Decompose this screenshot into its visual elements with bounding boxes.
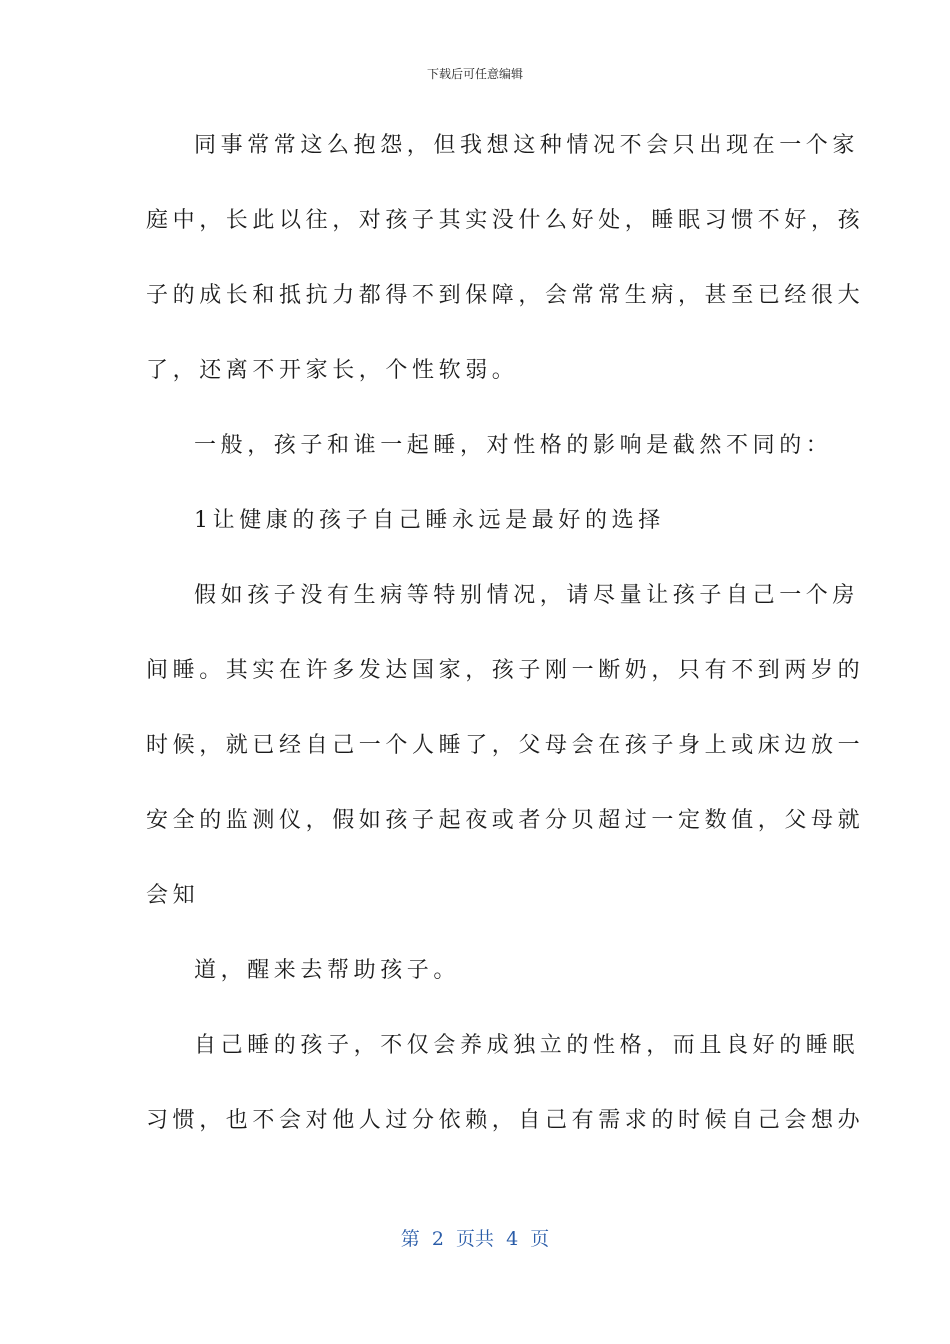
paragraph-line: 假如孩子没有生病等特别情况，请尽量让孩子自己一个房 [194,583,860,608]
paragraph-line: 安全的监测仪，假如孩子起夜或者分贝超过一定数值，父母就 [146,808,865,833]
section-heading: 1让健康的孩子自己睡永远是最好的选择 [194,508,665,533]
page-number-footer: 第 2 页共 4 页 [400,1228,550,1250]
page-header: 下载后可任意编辑 [426,67,523,81]
paragraph-line: 时候，就已经自己一个人睡了，父母会在孩子身上或床边放一 [146,733,865,758]
paragraph-line: 自己睡的孩子，不仅会养成独立的性格，而且良好的睡眠 [194,1033,860,1058]
paragraph-line: 会知 [146,883,200,908]
paragraph-line: 庭中，长此以往，对孩子其实没什么好处，睡眠习惯不好，孩 [146,208,865,233]
document-body [146,108,865,1158]
paragraph-line: 一般，孩子和谁一起睡，对性格的影响是截然不同的： [194,433,833,458]
paragraph-line: 道，醒来去帮助孩子。 [194,958,461,983]
paragraph-line: 子的成长和抵抗力都得不到保障，会常常生病，甚至已经很大 [146,283,865,308]
paragraph-line: 间睡。其实在许多发达国家，孩子刚一断奶，只有不到两岁的 [146,658,865,683]
paragraph-line: 同事常常这么抱怨，但我想这种情况不会只出现在一个家 [194,133,860,158]
paragraph-line: 习惯，也不会对他人过分依赖，自己有需求的时候自己会想办 [146,1108,865,1133]
paragraph-line: 了，还离不开家长，个性软弱。 [146,358,519,383]
